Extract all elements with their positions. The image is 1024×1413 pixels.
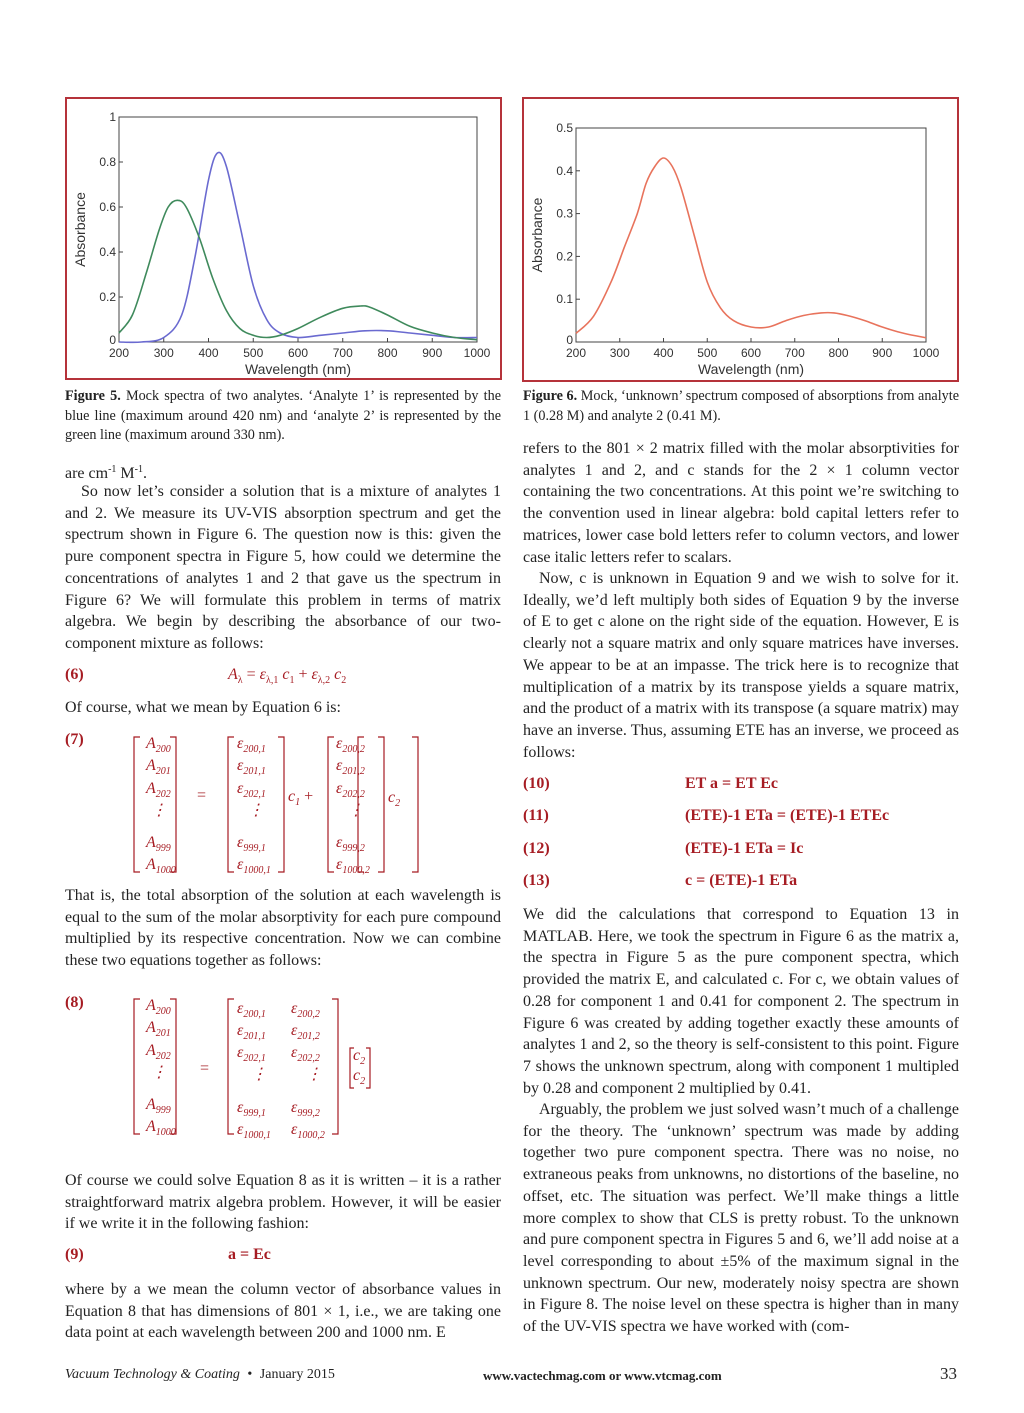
x-tick-label: 200 [565,346,587,360]
eq8-e999-1: $\varepsilon_{999,1}$ [237,1099,266,1119]
series-line-analyte-1 [119,152,477,342]
eq8-e200-2: $\varepsilon_{200,2}$ [291,1000,320,1020]
figure-6-caption [523,387,959,426]
figure-5-box [65,97,502,380]
eq-7-number: (7) [65,731,84,748]
eq-6: $A_\lambda = \varepsilon_{\lambda,1}$ $c_1 + \varepsilon_{\lambda,2}$ $c_2$ [228,666,347,686]
x-tick-label: 600 [740,346,762,360]
figure-6-chart [524,99,957,380]
footer-bullet: • [247,1367,253,1382]
plot-frame [119,117,477,342]
series-line-analyte-2 [119,200,477,339]
y-tick-label: 0.1 [556,292,573,307]
left-para-4: Of course we could solve Equation 8 as it is written – it is a rather straightforward matrix algebra problem. However, it will be easier if we write it in the following fashion: [65,1172,501,1233]
units-sup-1: -1 [108,464,117,475]
eq7-e1000-2: $\varepsilon_{1000,2}$ [336,856,370,876]
eq-11: (ETE)-1 ETa = (ETE)-1 ETEc [685,807,890,824]
y-tick-label: 0.2 [556,249,573,264]
x-axis-label: Wavelength (nm) [244,361,352,377]
right-para-4: Arguably, the problem we just solved wasn’t much of a challenge for the theory. The ‘unknown’ spectrum was made by adding together two pure component spectra. There was no noise, no extraneous peaks from unknowns, no distortions of the baseline, no offset, etc. The situation was perfect. We’ll make things a little more complex to show that CLS is pretty robust. To the unknown and pure component spectra in Figures 5 and 6, we’ll add noise at a level corresponding to about ±5% of the maximum signal in the unknown spectrum. Our new, moderately noisy spectra are shown in Figure 8. The noise level on these spectra is higher than in many of the UV-VIS spectra we have worked with (com- [523,1101,959,1336]
eq-12: (ETE)-1 ETa = Ic [685,840,804,857]
y-tick-label: 0.2 [99,290,116,304]
x-tick-label: 1000 [463,346,491,360]
eq7-a999: $A_{999}$ [146,834,171,854]
journal-name: Vacuum Technology & Coating [65,1367,240,1382]
left-para-5: where by a we mean the column vector of absorbance values in Equation 8 that has dimensions of 801 × 1, i.e., we are taking one data point at each wavelength between 200 and 1000 nm. E [65,1281,501,1342]
eq7-e999-2: $\varepsilon_{999,2}$ [336,834,365,854]
figure-6-caption-text: Mock, ‘unknown’ spectrum composed of absorptions from analyte 1 (0.28 M) and analyte 2 (0.41 M). [523,388,959,424]
eq7-a200: $A_{200}$ [146,735,171,755]
eq-13-number: (13) [523,872,550,889]
eq-9-number: (9) [65,1246,84,1263]
eq7-e999-1: $\varepsilon_{999,1}$ [237,834,266,854]
x-tick-label: 1000 [912,346,940,360]
eq-12-number: (12) [523,840,550,857]
eq7-e1vdots: ⋮ [248,802,264,819]
eq7-e200-2: $\varepsilon_{200,2}$ [336,735,365,755]
eq8-e201-2: $\varepsilon_{201,2}$ [291,1022,320,1042]
units-sup-2: -1 [134,464,143,475]
x-tick-label: 200 [108,346,130,360]
eq-10-number: (10) [523,775,550,792]
eq8-e202-2: $\varepsilon_{202,2}$ [291,1044,320,1064]
figure-6-label: Figure 6. [523,388,578,404]
eq8-e1vdots: ⋮ [251,1066,267,1083]
eq8-avdots: ⋮ [151,1064,167,1081]
eq7-avdots: ⋮ [151,802,167,819]
eq7-c2: $c_2$ [388,789,401,809]
x-axis-label: Wavelength (nm) [697,361,805,377]
series-line-unknown [576,158,926,338]
eq7-e202-1: $\varepsilon_{202,1}$ [237,780,266,800]
x-tick-label: 400 [653,346,674,360]
x-tick-label: 700 [784,346,805,360]
eq7-a202: $A_{202}$ [146,780,171,800]
left-para-1: So now let’s consider a solution that is a mixture of analytes 1 and 2. We measure its UV-VIS absorption spectrum and get the spectrum shown in Figure 6. The question now is this: given the pure component spectra in Figure 5, how could we determine the concentrations of analytes 1 and 2 that gave us the spectrum in Figure 6? We will formulate this problem in terms of matrix algebra. We begin by describing the absorbance of our two-component mixture as follows: [65,483,501,652]
eq7-e2vdots: ⋮ [348,802,364,819]
eq-8-number: (8) [65,994,84,1011]
units-mid: M [116,465,135,482]
eq7-e200-1: $\varepsilon_{200,1}$ [237,735,266,755]
units-text: are cm [65,465,109,482]
eq8-c1: $c_2$ [353,1047,366,1067]
x-tick-label: 800 [377,346,398,360]
x-tick-label: 900 [422,346,443,360]
figure-5-caption [65,387,501,446]
left-para-3: That is, the total absorption of the solution at each wavelength is equal to the sum of the molar absorptivity for each pure compound multiplied by its respective concentration. Now we can combine these two equations together as follows: [65,887,501,970]
y-zero-label: 0 [109,333,116,347]
eq8-a1000: $A_{1000}$ [146,1118,176,1138]
eq-6-number: (6) [65,666,84,683]
units-end: . [143,465,147,482]
figure-5-chart [67,99,500,378]
eq8-equals: = [200,1060,210,1077]
y-tick-label: 0.4 [99,245,116,259]
figure-6-box [522,97,959,382]
eq8-e200-1: $\varepsilon_{200,1}$ [237,1000,266,1020]
x-tick-label: 600 [287,346,309,360]
eq7-e201-2: $\varepsilon_{201,2}$ [336,757,365,777]
right-para-2: Now, c is unknown in Equation 9 and we wish to solve for it. Ideally, we’d left multiply both sides of Equation 9 by the inverse of E to get c alone on the right side of the equation. However, E is clearly not a square matrix and only square matrices have inverses. We appear to be at an impasse. The trick here is to recognize that multiplication of a matrix by its transpose yields a square matrix, and the product of a matrix with its transpose (a square matrix) may have an inverse. Thus, assuming ETE has an inverse, we proceed as follows: [523,570,959,761]
eq8-e201-1: $\varepsilon_{201,1}$ [237,1022,266,1042]
figure-5-caption-text: Mock spectra of two analytes. ‘Analyte 1’ is represented by the blue line (maximum around 420 nm) and ‘analyte 2’ is represented by the green line (maximum around 330 nm). [65,388,501,444]
y-tick-label: 1 [109,110,116,124]
eq8-a201: $A_{201}$ [146,1019,171,1039]
right-para-1: refers to the 801 × 2 matrix filled with the molar absorptivities for analytes 1 and 2, and c stands for the 2 × 1 column vector containing the two concentrations. At this point we’re switching to the convention used in linear algebra: bold capital letters refer to matrices, lower case bold letters refer to column vectors, and lower case italic letters refer to scalars. [523,440,959,566]
y-axis-label: Absorbance [529,197,545,273]
left-para-2: Of course, what we mean by Equation 6 is: [65,699,341,716]
x-tick-label: 300 [153,346,174,360]
figure-5-label: Figure 5. [65,388,121,404]
eq-11-number: (11) [523,807,549,824]
eq7-a201: $A_{201}$ [146,757,171,777]
x-tick-label: 900 [872,346,893,360]
issue-date: January 2015 [259,1367,335,1382]
eq7-a1000: $A_{1000}$ [146,856,176,876]
eq8-a202: $A_{202}$ [146,1042,171,1062]
y-axis-label: Absorbance [72,192,88,267]
eq-13: c = (ETE)-1 ETa [685,872,798,889]
eq7-e202-2: $\varepsilon_{202,2}$ [336,780,365,800]
eq8-a200: $A_{200}$ [146,997,171,1017]
y-tick-label: 0.4 [556,163,573,178]
eq8-c2: $c_2$ [353,1067,366,1087]
y-tick-label: 0.5 [556,121,573,135]
eq-9: a = Ec [228,1246,271,1263]
eq8-a999: $A_{999}$ [146,1096,171,1116]
x-tick-label: 500 [697,346,718,360]
eq7-c1-plus: $c_1$ + [288,788,314,808]
eq8-e202-1: $\varepsilon_{202,1}$ [237,1044,266,1064]
eq8-e1000-2: $\varepsilon_{1000,2}$ [291,1121,325,1141]
x-tick-label: 300 [609,346,630,360]
eq8-e2vdots: ⋮ [306,1066,322,1083]
y-tick-label: 0.6 [99,200,116,214]
eq-10: ET a = ET Ec [685,775,778,792]
x-tick-label: 700 [332,346,353,360]
footer-journal [65,1367,335,1383]
x-tick-label: 500 [243,346,264,360]
x-tick-label: 800 [828,346,849,360]
y-tick-label: 0.3 [556,206,573,221]
eq7-e201-1: $\varepsilon_{201,1}$ [237,757,266,777]
eq7-equals: = [197,787,207,804]
eq7-e1000-1: $\varepsilon_{1000,1}$ [237,856,271,876]
footer-url[interactable]: www.vactechmag.com or www.vtcmag.com [483,1368,722,1383]
page-number: 33 [940,1364,957,1383]
right-para-3: We did the calculations that correspond to Equation 13 in MATLAB. Here, we took the spectrum in Figure 6 as the matrix a, the spectra in Figure 5 as the pure component spectra, which provided the matrix E, and calculated c. For c, we obtain values of 0.28 for component 1 and 0.41 for component 2. The spectrum in Figure 6 was created by adding together exactly these amounts of analytes 1 and 2, so the theory is self-consistent to this point. Figure 7 shows the unknown spectrum, along with component 1 multipled by 0.28 and component 2 multiplied by 0.41. [523,906,959,1097]
y-zero-label: 0 [566,333,573,347]
eq8-e999-2: $\varepsilon_{999,2}$ [291,1099,320,1119]
eq8-e1000-1: $\varepsilon_{1000,1}$ [237,1121,271,1141]
y-tick-label: 0.8 [99,155,116,169]
x-tick-label: 400 [198,346,219,360]
